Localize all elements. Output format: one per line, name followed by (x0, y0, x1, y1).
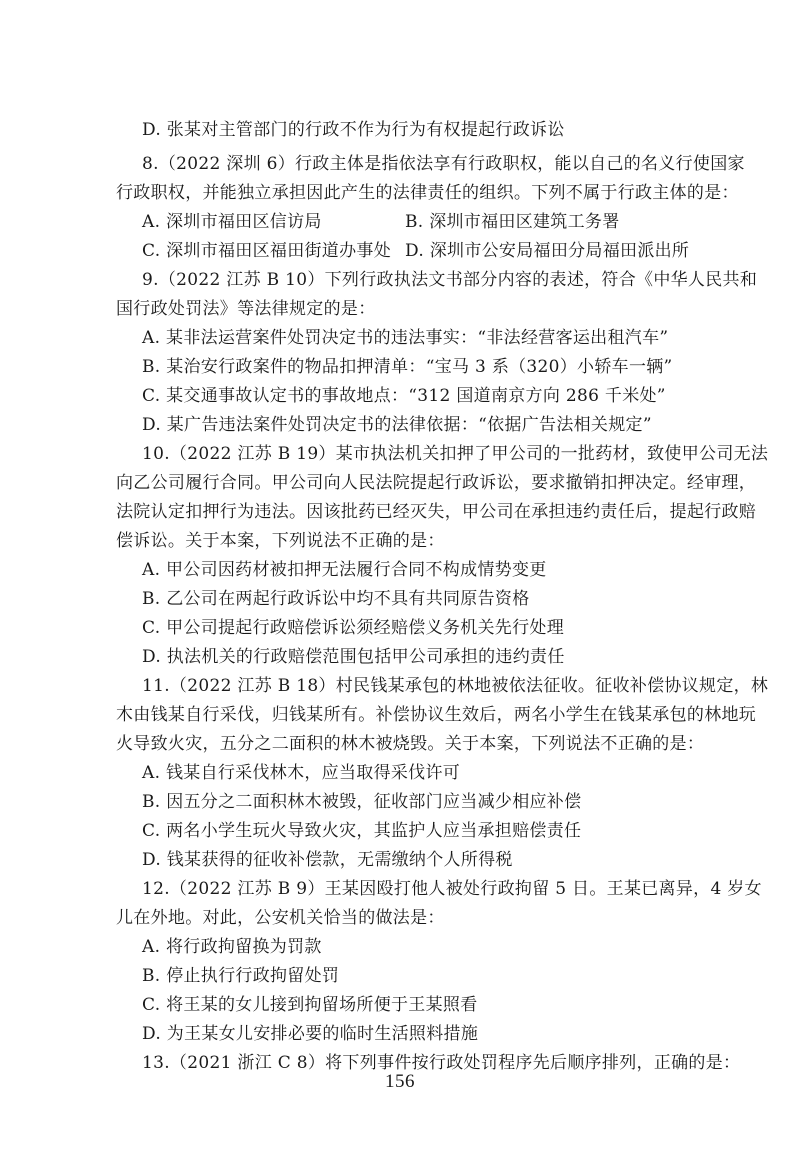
q11-option-b: B. 因五分之二面积林木被毁，征收部门应当减少相应补偿 (142, 792, 582, 812)
q10-option-b: B. 乙公司在两起行政诉讼中均不具有共同原告资格 (142, 589, 530, 609)
q12-option-a: A. 将行政拘留换为罚款 (142, 937, 322, 957)
q8-option-a: A. 深圳市福田区信访局 (142, 212, 322, 232)
q9-option-c: C. 某交通事故认定书的事故地点：“312 国道南京方向 286 千米处” (142, 386, 666, 406)
q12-option-d: D. 为王某女儿安排必要的临时生活照料措施 (142, 1024, 479, 1044)
q10-option-c: C. 甲公司提起行政赔偿诉讼须经赔偿义务机关先行处理 (142, 618, 565, 638)
q10-stem-line-1: 10.（2022 江苏 B 19）某市执法机关扣押了甲公司的一批药材，致使甲公司无法 (142, 444, 769, 464)
q9-option-a: A. 某非法运营案件处罚决定书的违法事实：“非法经营客运出租汽车” (142, 328, 669, 348)
q10-stem-line-2: 向乙公司履行合同。甲公司向人民法院提起行政诉讼，要求撤销扣押决定。经审理， (116, 473, 757, 493)
q10-stem-line-4: 偿诉讼。关于本案，下列说法不正确的是： (116, 531, 445, 551)
q9-option-d: D. 某广告违法案件处罚决定书的法律依据：“依据广告法相关规定” (142, 415, 652, 435)
q10-option-d: D. 执法机关的行政赔偿范围包括甲公司承担的违约责任 (142, 647, 565, 667)
q8-option-b: B. 深圳市福田区建筑工务署 (405, 212, 620, 232)
page-number: 156 (385, 1071, 415, 1092)
q11-stem-line-2: 木由钱某自行采伐，归钱某所有。补偿协议生效后，两名小学生在钱某承包的林地玩 (116, 705, 757, 725)
q11-stem-line-3: 火导致火灾，五分之二面积的林木被烧毁。关于本案，下列说法不正确的是： (116, 734, 705, 754)
q12-stem-line-2: 儿在外地。对此，公安机关恰当的做法是： (116, 908, 445, 928)
q11-option-a: A. 钱某自行采伐林木，应当取得采伐许可 (142, 763, 461, 783)
q8-option-c: C. 深圳市福田区福田街道办事处 (142, 241, 392, 261)
q8-stem-line-2: 行政职权，并能独立承担因此产生的法律责任的组织。下列不属于行政主体的是： (116, 183, 739, 203)
q11-option-d: D. 钱某获得的征收补偿款，无需缴纳个人所得税 (142, 850, 513, 870)
q9-stem-line-2: 国行政处罚法》等法律规定的是： (116, 299, 376, 319)
q9-stem-line-1: 9.（2022 江苏 B 10）下列行政执法文书部分内容的表述，符合《中华人民共和 (142, 270, 758, 290)
q12-stem-line-1: 12.（2022 江苏 B 9）王某因殴打他人被处行政拘留 5 日。王某已离异，4 岁女 (142, 879, 762, 899)
q8-option-d: D. 深圳市公安局福田分局福田派出所 (405, 241, 690, 261)
q12-option-c: C. 将王某的女儿接到拘留场所便于王某照看 (142, 995, 478, 1015)
q11-stem-line-1: 11.（2022 江苏 B 18）村民钱某承包的林地被依法征收。征收补偿协议规定，林 (142, 676, 769, 696)
q7-option-d: D. 张某对主管部门的行政不作为行为有权提起行政诉讼 (142, 120, 565, 140)
q13-stem-line-1: 13.（2021 浙江 C 8）将下列事件按行政处罚程序先后顺序排列，正确的是： (142, 1053, 741, 1073)
q8-stem-line-1: 8.（2022 深圳 6）行政主体是指依法享有行政职权，能以自己的名义行使国家 (142, 154, 745, 174)
q10-stem-line-3: 法院认定扣押行为违法。因该批药已经灭失，甲公司在承担违约责任后，提起行政赔 (116, 502, 757, 522)
q10-option-a: A. 甲公司因药材被扣押无法履行合同不构成情势变更 (142, 560, 547, 580)
q9-option-b: B. 某治安行政案件的物品扣押清单：“宝马 3 系（320）小轿车一辆” (142, 357, 673, 377)
q12-option-b: B. 停止执行行政拘留处罚 (142, 966, 340, 986)
q11-option-c: C. 两名小学生玩火导致火灾，其监护人应当承担赔偿责任 (142, 821, 582, 841)
